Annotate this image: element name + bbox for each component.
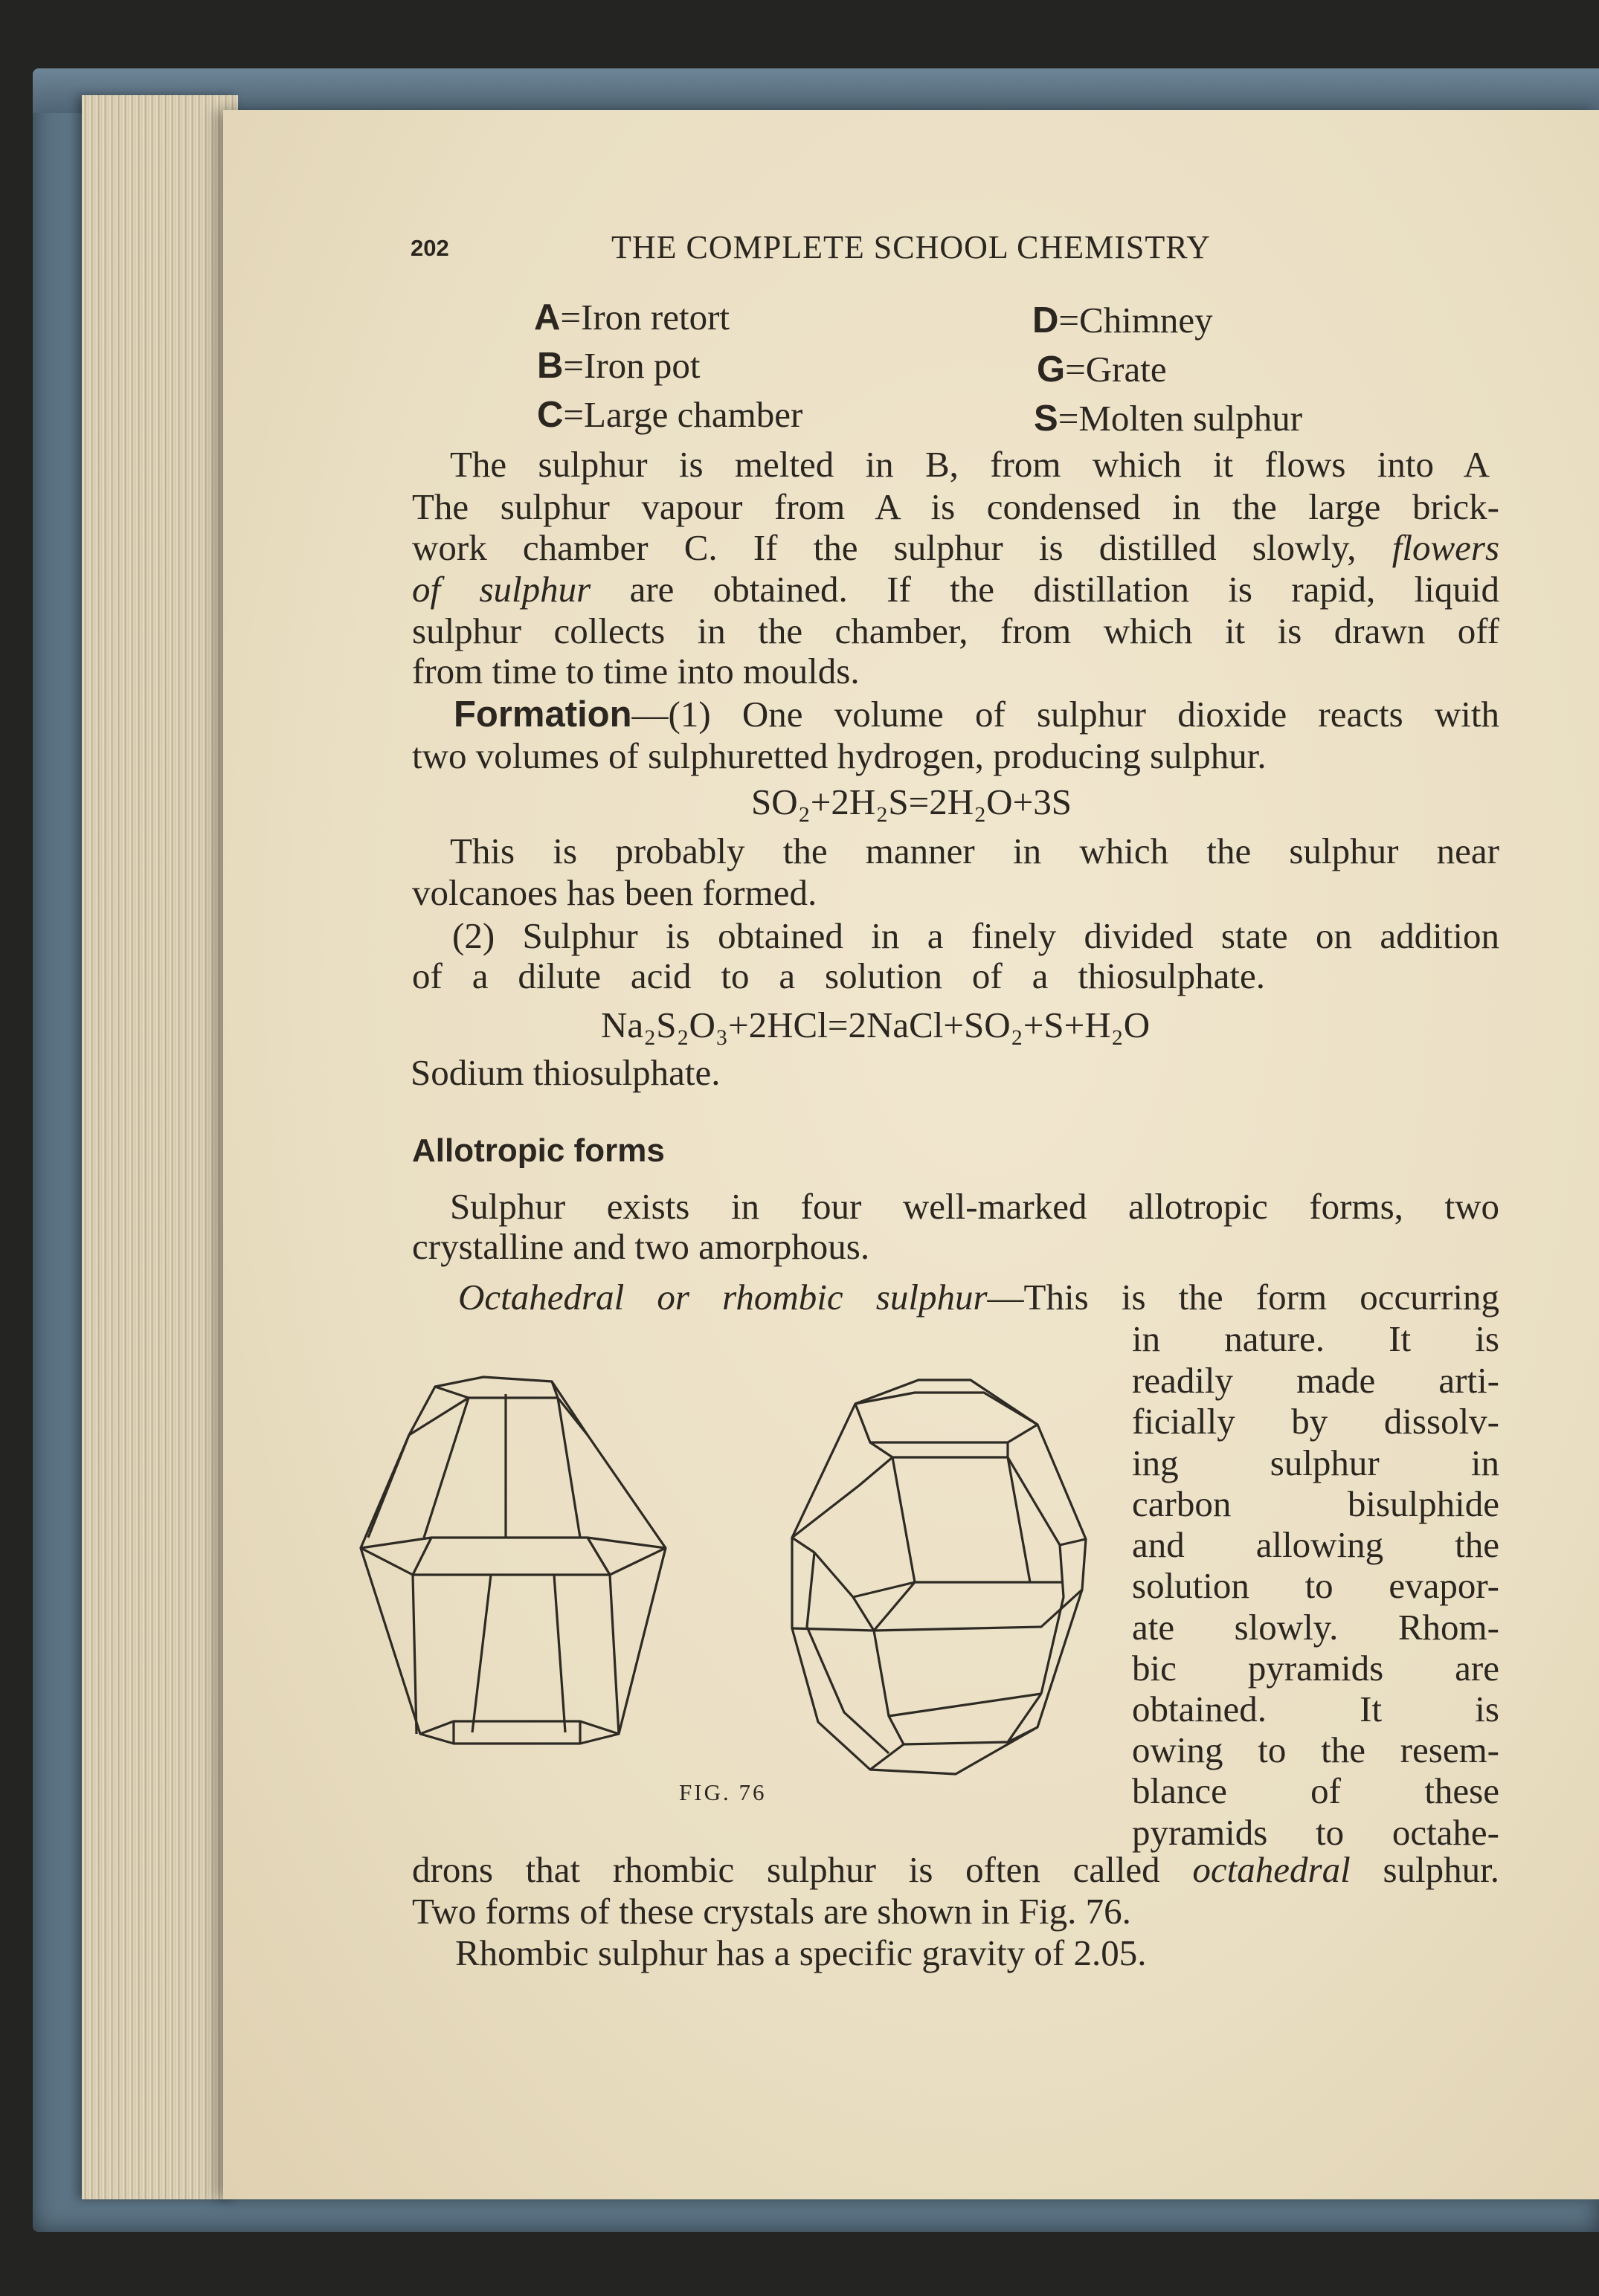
crystal-figure-left [357, 1368, 669, 1755]
legend-right-G: G=Grate [1037, 349, 1167, 390]
side-line: solution to evapor- [1132, 1565, 1499, 1606]
crystal-figure-right [785, 1374, 1097, 1776]
formation-line3: This is probably the manner in which the sulphur near [450, 831, 1499, 871]
side-line: ficially by dissolv- [1132, 1401, 1499, 1442]
side-line: pyramids to octahe- [1132, 1812, 1499, 1853]
allotropic-line1: Sulphur exists in four well-marked allotropic forms, two [450, 1186, 1499, 1227]
legend-left-A: A=Iron retort [534, 297, 730, 338]
allotropic-line3: Octahedral or rhombic sulphur—This is the form occurring [458, 1277, 1500, 1318]
allotropic-line6: Rhombic sulphur has a specific gravity of 2.05. [455, 1932, 1147, 1973]
side-line: owing to the resem- [1132, 1729, 1499, 1770]
page-number: 202 [411, 235, 449, 261]
para1-line5: sulphur collects in the chamber, from which it is drawn off [412, 610, 1499, 651]
side-line: readily made arti- [1132, 1360, 1499, 1401]
side-line: carbon bisulphide [1132, 1483, 1499, 1524]
side-line: and allowing the [1132, 1524, 1499, 1565]
figure-caption: FIG. 76 [679, 1779, 767, 1805]
equation-1: SO₂+2H₂S=2H₂O+3S [751, 781, 1072, 822]
formation-line5: (2) Sulphur is obtained in a finely divided state on addition [452, 915, 1499, 956]
para1-line2: The sulphur vapour from A is condensed in the large brick- [412, 486, 1499, 527]
formation-line4: volcanoes has been formed. [412, 872, 817, 913]
para1-line4: of sulphur are obtained. If the distillation is rapid, liquid [412, 569, 1500, 610]
legend-left-B: B=Iron pot [537, 345, 701, 386]
formation-line6: of a dilute acid to a solution of a thiosulphate. [412, 955, 1265, 996]
formation-line1: Formation—(1) One volume of sulphur dioxide reacts with [454, 694, 1499, 735]
running-title: THE COMPLETE SCHOOL CHEMISTRY [611, 229, 1211, 265]
side-line: blance of these [1132, 1770, 1499, 1811]
formation-line2: two volumes of sulphuretted hydrogen, producing sulphur. [412, 735, 1267, 776]
page-edges [82, 95, 238, 2199]
cover-top-edge [33, 68, 1599, 113]
side-line: in nature. It is [1132, 1318, 1499, 1359]
legend-left-C: C=Large chamber [537, 394, 803, 435]
equation-2: Na₂S₂O₃+2HCl=2NaCl+SO₂+S+H₂O [601, 1004, 1151, 1045]
para1-line6: from time to time into moulds. [412, 651, 860, 691]
side-line: ate slowly. Rhom- [1132, 1607, 1499, 1648]
side-line: ing sulphur in [1132, 1442, 1499, 1483]
legend-right-D: D=Chimney [1032, 300, 1213, 341]
allotropic-line4: drons that rhombic sulphur is often called octahedral sulphur. [412, 1849, 1500, 1890]
allotropic-line5: Two forms of these crystals are shown in Fig. 76. [412, 1891, 1131, 1932]
allotropic-line2: crystalline and two amorphous. [412, 1226, 870, 1267]
formation-line7: Sodium thiosulphate. [411, 1052, 721, 1093]
side-line: bic pyramids are [1132, 1648, 1499, 1689]
para1-line3: work chamber C. If the sulphur is distilled slowly, flowers [412, 527, 1500, 568]
side-line: obtained. It is [1132, 1689, 1499, 1729]
para1-line1: The sulphur is melted in B, from which it flows into A [450, 444, 1490, 485]
section-heading-allotropic: Allotropic forms [412, 1132, 665, 1169]
legend-right-S: S=Molten sulphur [1034, 398, 1303, 439]
